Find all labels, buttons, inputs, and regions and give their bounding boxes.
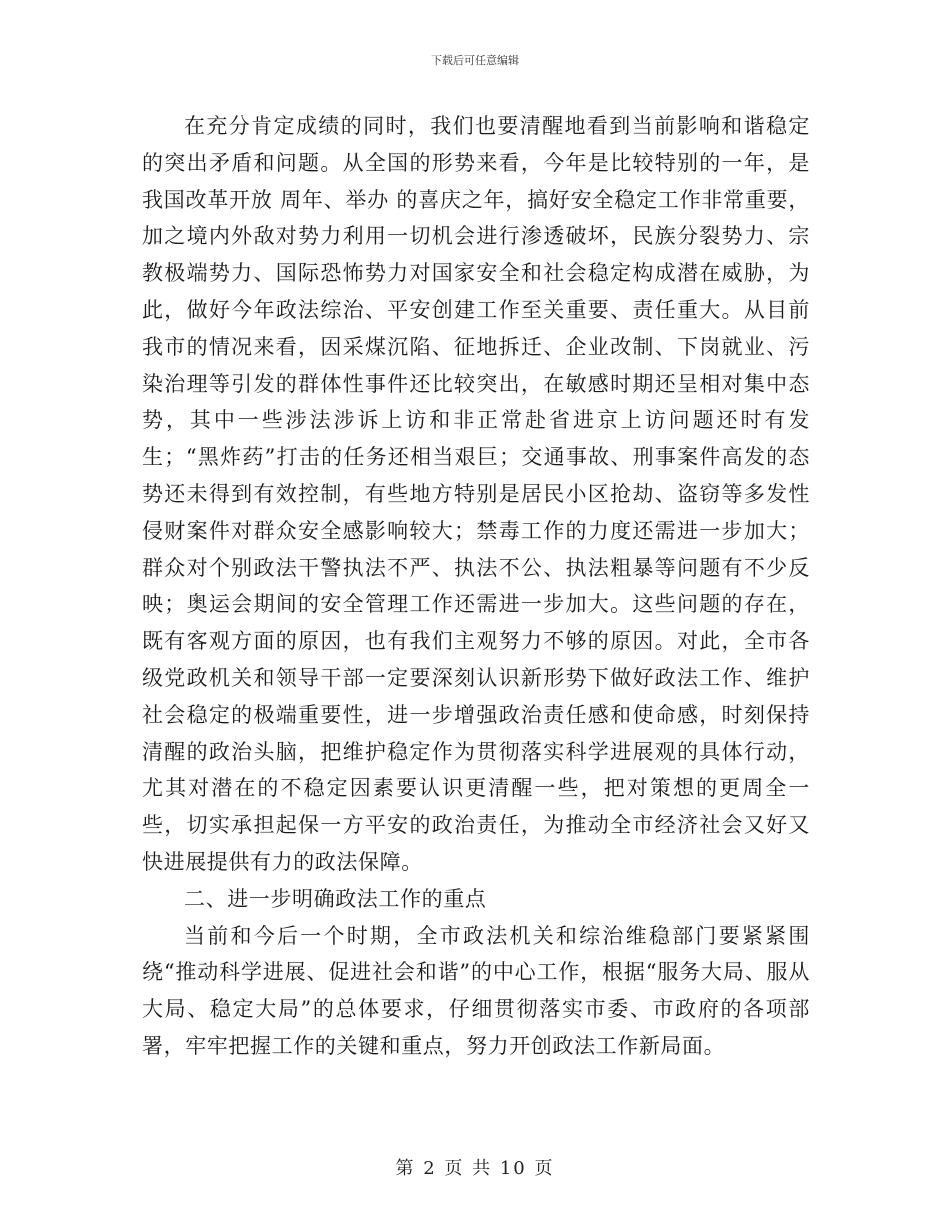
body-paragraph-2: 当前和今后一个时期，全市政法机关和综治维稳部门要紧紧围绕“推动科学进展、促进社会和谐”的中心工作，根据“服务大局、服从大局、稳定大局”的总体要求，仔细贯彻落实市委、市政府的各项部署，牢牢把握工作的关键和重点，努力开创政法工作新局面。 bbox=[142, 923, 810, 1058]
section-heading-2: 二、进一步明确政法工作的重点 bbox=[184, 886, 487, 911]
page-number: 第 2 页 共 10 页 bbox=[395, 1158, 555, 1179]
page-header: 下载后可任意编辑 bbox=[431, 54, 519, 67]
document-body bbox=[142, 108, 810, 1065]
body-paragraph-1: 在充分肯定成绩的同时，我们也要清醒地看到当前影响和谐稳定的突出矛盾和问题。从全国的形势来看，今年是比较特别的一年，是我国改革开放 周年、举办 的喜庆之年，搞好安全稳定工作非常重要，加之境内外敌对势力利用一切机会进行渗透破坏，民族分裂势力、宗教极端势力、国际恐怖势力对国家安全和社会稳定构成潜在威胁，为此，做好今年政法综治、平安创建工作至关重要、责任重大。从目前我市的情况来看，因采煤沉陷、征地拆迁、企业改制、下岗就业、污染治理等引发的群体性事件还比较突出，在敏感时期还呈相对集中态势，其中一些涉法涉诉上访和非正常赴省进京上访问题还时有发生；“黑炸药”打击的任务还相当艰巨；交通事故、刑事案件高发的态势还未得到有效控制，有些地方特别是居民小区抢劫、盗窃等多发性侵财案件对群众安全感影响较大；禁毒工作的力度还需进一步加大；群众对个别政法干警执法不严、执法不公、执法粗暴等问题有不少反映；奥运会期间的安全管理工作还需进一步加大。这些问题的存在，既有客观方面的原因，也有我们主观努力不够的原因。对此，全市各级党政机关和领导干部一定要深刻认识新形势下做好政法工作、维护社会稳定的极端重要性，进一步增强政治责任感和使命感，时刻保持清醒的政治头脑，把维护稳定作为贯彻落实科学进展观的具体行动，尤其对潜在的不稳定因素要认识更清醒一些，把对策想的更周全一些，切实承担起保一方平安的政治责任，为推动全市经济社会又好又快进展提供有力的政法保障。 bbox=[142, 114, 810, 874]
